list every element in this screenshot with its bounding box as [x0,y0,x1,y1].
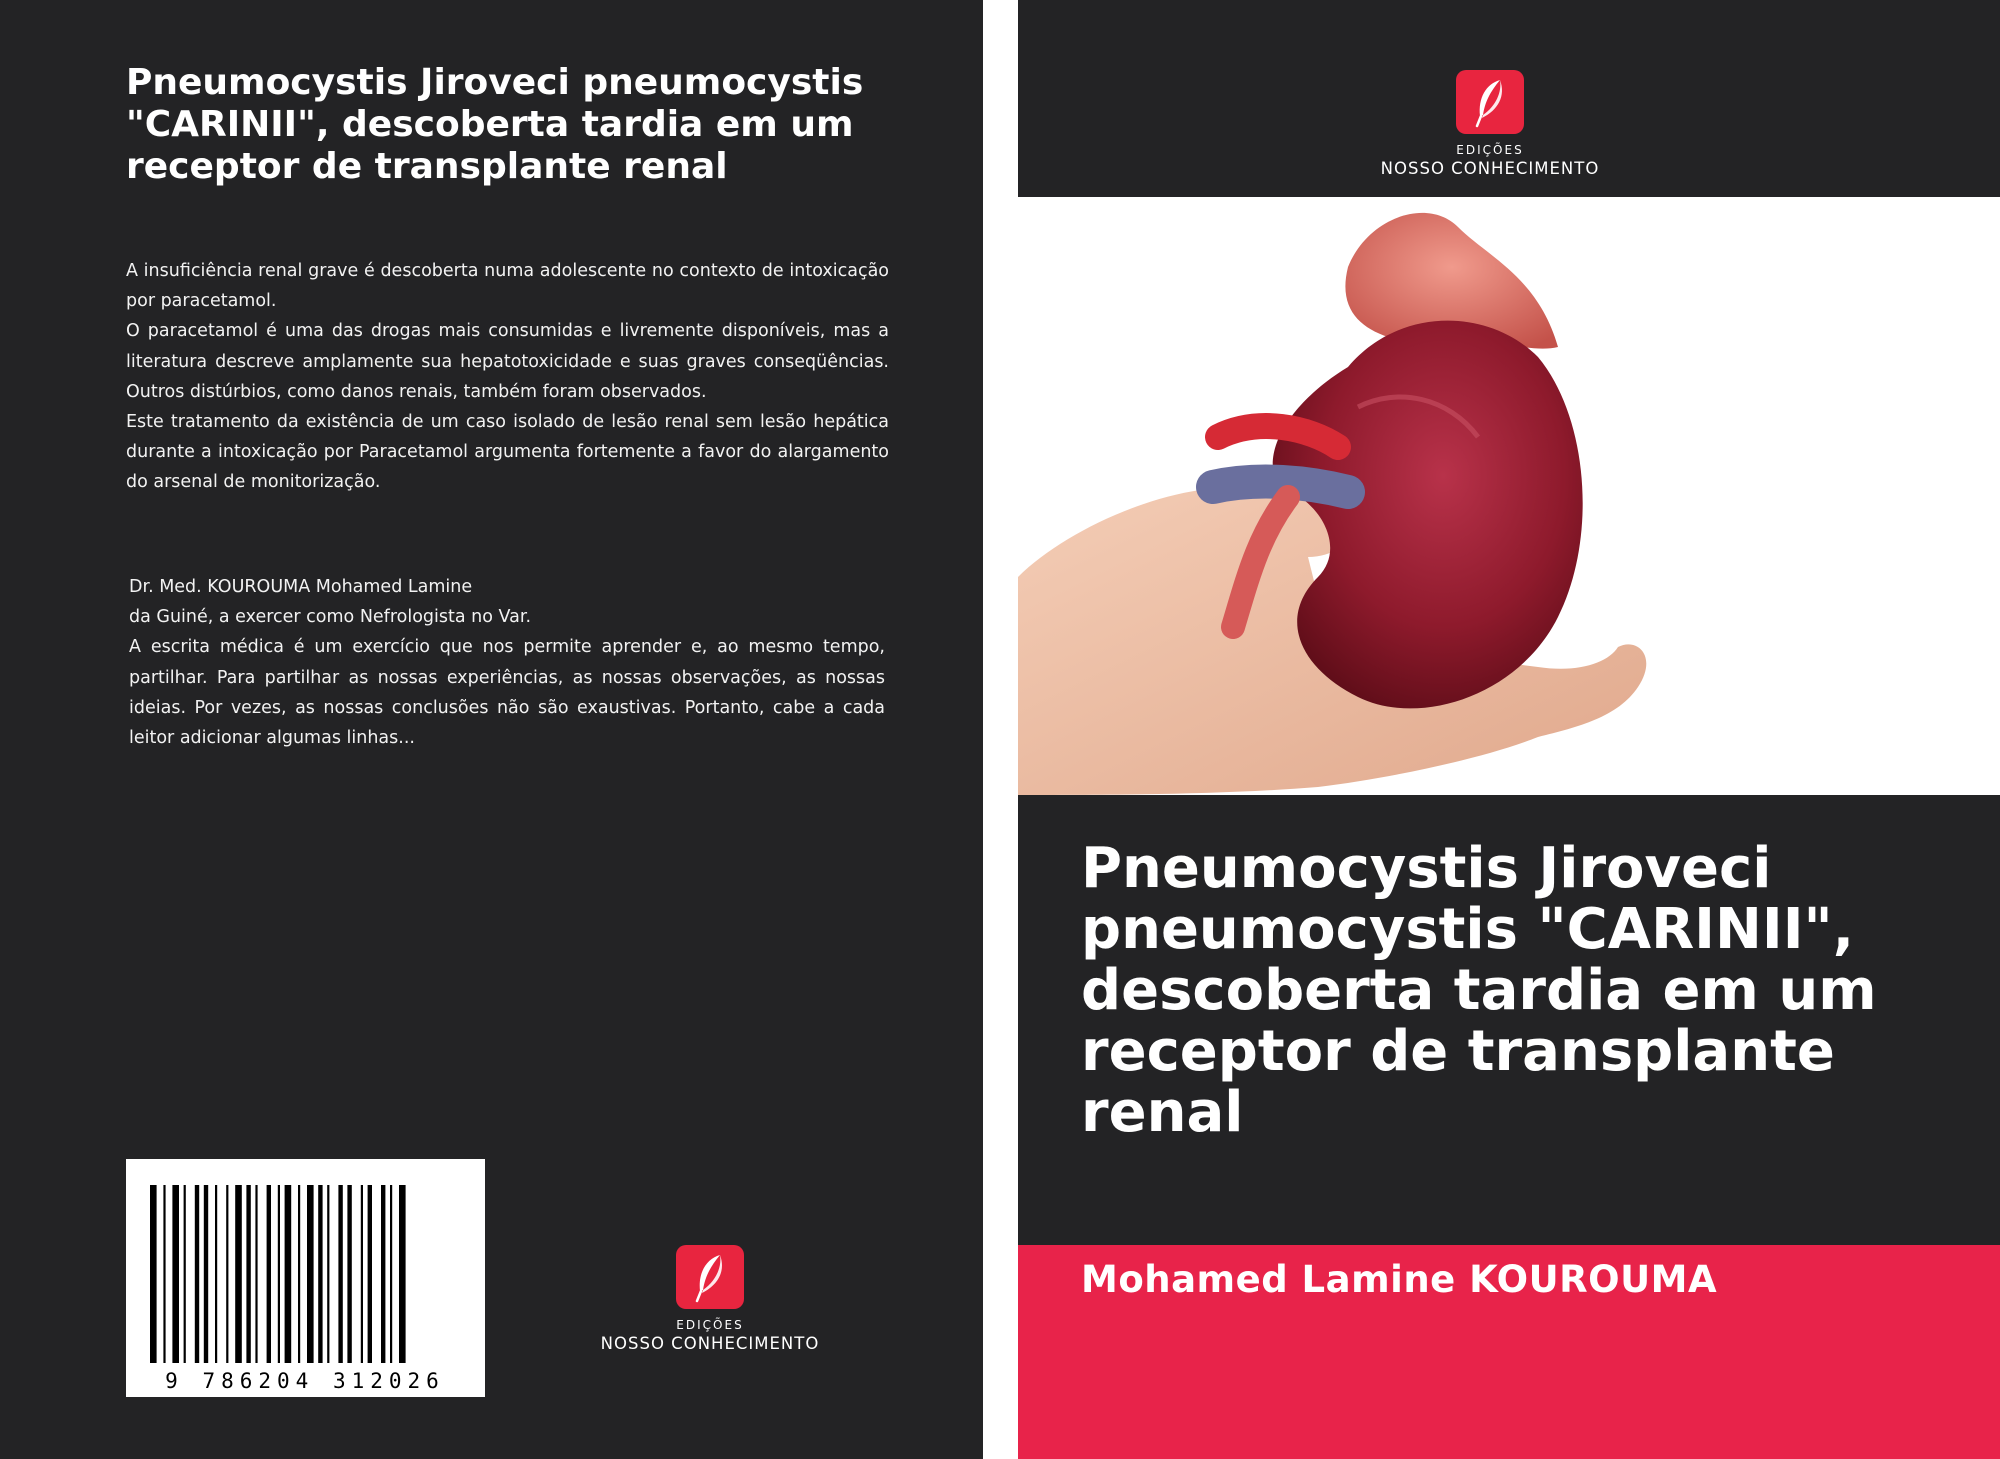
barcode-bar [399,1185,406,1363]
publisher-label-bottom: NOSSO CONHECIMENTO [600,1334,820,1353]
barcode-bar [235,1185,242,1363]
back-cover [0,0,983,1459]
barcode-bar [318,1185,322,1363]
feather-quill-icon [676,1245,744,1309]
publisher-logo-back [570,1245,850,1354]
author-bio-origin: da Guiné, a exercer como Nefrologista no Var. [129,607,532,628]
barcode-bar [267,1185,271,1363]
back-cover-title: Pneumocystis Jiroveci pneumocystis "CARINII", descoberta tardia em um receptor de transplante renal [126,62,864,187]
author-bio-name: Dr. Med. KOUROUMA Mohamed Lamine [129,577,473,597]
feather-quill-icon [1456,70,1524,134]
barcode-bar [327,1185,329,1363]
barcode-bar [215,1185,217,1363]
barcode-bar [163,1185,165,1363]
isbn-barcode [126,1159,485,1397]
barcode-bar [285,1185,292,1363]
barcode-bar [255,1185,257,1363]
barcode-bar [195,1185,199,1363]
barcode-icon [126,1159,485,1397]
barcode-bar [361,1185,363,1363]
barcode-bar [390,1185,392,1363]
publisher-label-bottom: NOSSO CONHECIMENTO [1380,159,1600,178]
publisher-label-top: EDIÇÕES [676,1318,744,1332]
barcode-bar [204,1185,208,1363]
spine [983,0,1018,1459]
barcode-bar [226,1185,228,1363]
cover-photo-kidney [1018,197,2000,795]
publisher-logo-front [1350,70,1630,179]
barcode-bar [278,1185,280,1363]
back-cover-blurb [126,256,889,498]
barcode-bar [246,1185,250,1363]
publisher-label-top: EDIÇÕES [1456,143,1524,157]
blurb-paragraph: Este tratamento da existência de um caso isolado de lesão renal sem lesão hepática durante a intoxicação por Paracetamol argumenta fortemente a favor do alargamento do arsenal de monitorização. [126,412,889,493]
barcode-bar [347,1185,351,1363]
isbn-number: 9 786204 312026 [165,1369,445,1393]
barcode-bar [381,1185,385,1363]
barcode-bar [307,1185,314,1363]
barcode-bar [338,1185,342,1363]
blurb-paragraph: O paracetamol é uma das drogas mais consumidas e livremente disponíveis, mas a literatura descreve amplamente sua hepatotoxicidade e suas graves conseqüências. Outros distúrbios, como danos renais, também foram observados. [126,321,889,402]
barcode-bar [298,1185,300,1363]
kidney-model-icon [1018,197,2000,795]
author-band [1018,1245,2000,1459]
author-name: Mohamed Lamine KOUROUMA [1081,1258,1718,1301]
author-bio-text: A escrita médica é um exercício que nos permite aprender e, ao mesmo tempo, partilhar. Para partilhar as nossas experiências, as nossas observações, as nossas ideias. Por vezes, as nossas conclusões não são exaustivas. Portanto, cabe a cada leitor adicionar algumas linhas... [129,637,885,749]
front-cover-title: Pneumocystis Jiroveci pneumocystis "CARINII", descoberta tardia em um receptor de transplante renal [1081,836,1877,1145]
barcode-bar [172,1185,179,1363]
barcode-bar [150,1185,157,1363]
barcode-bar [368,1185,372,1363]
author-bio [129,572,885,753]
barcode-bar [184,1185,186,1363]
blurb-paragraph: A insuficiência renal grave é descoberta numa adolescente no contexto de intoxicação por paracetamol. [126,261,889,312]
